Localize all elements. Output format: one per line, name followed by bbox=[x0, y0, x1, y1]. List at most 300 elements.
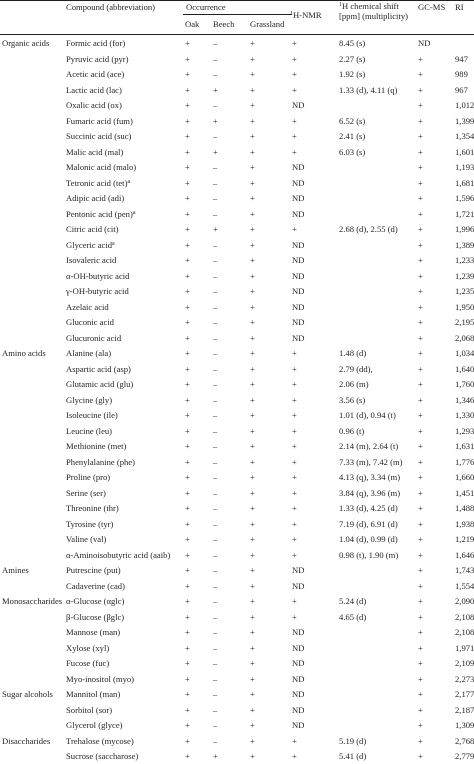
shift-cell bbox=[339, 69, 365, 80]
shift-cell bbox=[339, 224, 398, 235]
gcms-cell bbox=[418, 658, 423, 669]
beech-cell-text: – bbox=[213, 627, 218, 637]
compound-cell bbox=[66, 596, 124, 607]
oak-cell bbox=[185, 116, 190, 127]
ri-cell-text: 2,109 bbox=[455, 658, 474, 668]
nmr-cell bbox=[292, 178, 304, 189]
oak-cell-text: + bbox=[185, 53, 190, 64]
ri-cell-text: 1,239 bbox=[455, 270, 474, 281]
grassland-cell bbox=[250, 596, 255, 607]
nmr-cell bbox=[292, 364, 297, 375]
table-row bbox=[0, 129, 474, 144]
grassland-cell bbox=[250, 54, 255, 65]
compound-cell-text: Glycerol (glyce) bbox=[66, 720, 123, 730]
compound-cell-text: Valine (val) bbox=[66, 534, 107, 544]
beech-cell bbox=[213, 534, 217, 545]
nmr-cell bbox=[292, 162, 304, 173]
table-row bbox=[0, 408, 474, 423]
beech-cell bbox=[213, 689, 217, 700]
gcms-cell-text: + bbox=[418, 53, 423, 64]
shift-cell-text: 0.98 (t), 1.90 (m) bbox=[339, 549, 399, 560]
table-row bbox=[0, 455, 474, 470]
gcms-cell bbox=[418, 674, 423, 685]
compound-cell bbox=[66, 69, 124, 80]
oak-cell bbox=[185, 85, 190, 96]
table-row bbox=[0, 486, 474, 501]
table-row bbox=[0, 253, 474, 268]
header-rule bbox=[0, 34, 474, 35]
oak-cell bbox=[185, 751, 190, 762]
ri-cell bbox=[455, 488, 474, 499]
shift-cell bbox=[339, 596, 366, 607]
compound-cell bbox=[66, 54, 129, 65]
gcms-cell bbox=[418, 224, 423, 235]
gcms-cell bbox=[418, 178, 423, 189]
oak-cell-text: + bbox=[185, 332, 190, 343]
beech-cell bbox=[213, 658, 217, 669]
compound-cell-text: α-Glucose (αglc) bbox=[66, 596, 125, 606]
ri-cell bbox=[455, 581, 474, 592]
beech-cell-text: – bbox=[213, 611, 218, 622]
ri-cell-text: 1,389 bbox=[455, 239, 474, 250]
grassland-cell bbox=[250, 286, 255, 297]
compound-cell-text: Isovaleric acid bbox=[66, 255, 117, 265]
oak-cell bbox=[185, 302, 190, 313]
grassland-cell-text: + bbox=[250, 518, 255, 529]
nmr-cell bbox=[292, 534, 297, 545]
oak-cell-text: + bbox=[185, 162, 190, 172]
nmr-cell bbox=[292, 379, 297, 390]
compound-cell-text: Fucose (fuc) bbox=[66, 658, 110, 668]
oak-cell-text: + bbox=[185, 720, 190, 730]
grassland-cell-text: + bbox=[250, 580, 255, 591]
beech-cell-text: – bbox=[213, 441, 218, 451]
compound-cell bbox=[66, 286, 129, 297]
ri-cell bbox=[455, 643, 474, 654]
compound-cell-text: Oxalic acid (ox) bbox=[66, 100, 122, 110]
nmr-cell bbox=[292, 69, 297, 80]
compound-cell bbox=[66, 271, 129, 282]
compound-cell bbox=[66, 612, 124, 623]
ri-cell bbox=[455, 271, 474, 282]
grassland-cell bbox=[250, 581, 255, 592]
nmr-cell bbox=[292, 503, 297, 514]
ri-cell-text: 2,779 bbox=[455, 751, 474, 761]
oak-cell bbox=[185, 271, 190, 282]
nmr-cell bbox=[292, 209, 304, 220]
grassland-cell-text: + bbox=[250, 596, 255, 606]
shift-cell-text: 2.79 (dd), bbox=[339, 363, 373, 374]
shift-cell bbox=[339, 364, 373, 375]
gcms-cell-text: + bbox=[418, 518, 423, 529]
beech-cell-text: – bbox=[213, 131, 218, 141]
compound-cell-text: Glutamic acid (glu) bbox=[66, 379, 134, 389]
grassland-cell bbox=[250, 720, 255, 731]
nmr-cell-text: + bbox=[292, 84, 297, 95]
oak-cell bbox=[185, 565, 190, 576]
beech-cell bbox=[213, 751, 218, 762]
category-cell-text: Amino acids bbox=[2, 348, 46, 358]
grassland-cell bbox=[250, 162, 255, 173]
grassland-cell bbox=[250, 441, 255, 452]
grassland-cell-text: + bbox=[250, 301, 255, 312]
oak-cell bbox=[185, 441, 190, 452]
gcms-cell-text: + bbox=[418, 255, 423, 265]
gcms-cell-text: + bbox=[418, 286, 423, 296]
compound-cell-text: Tyrosine (tyr) bbox=[66, 518, 114, 529]
table-row bbox=[0, 734, 474, 749]
beech-cell bbox=[213, 581, 217, 592]
gcms-cell-text: + bbox=[418, 751, 423, 761]
beech-cell-text: + bbox=[213, 84, 218, 95]
grassland-cell bbox=[250, 131, 255, 142]
shift-cell bbox=[339, 488, 400, 499]
nmr-cell bbox=[292, 54, 297, 65]
gcms-cell-text: + bbox=[418, 317, 423, 327]
grassland-cell bbox=[250, 503, 255, 514]
nmr-cell bbox=[292, 193, 304, 204]
gcms-cell bbox=[418, 643, 423, 654]
beech-cell bbox=[213, 302, 217, 313]
ri-cell bbox=[455, 565, 474, 576]
beech-cell bbox=[213, 550, 217, 561]
nmr-cell bbox=[292, 457, 297, 468]
shift-cell bbox=[339, 550, 398, 561]
compound-cell-text: Pyruvic acid (pyr) bbox=[66, 53, 129, 64]
ri-cell bbox=[455, 519, 474, 530]
nmr-cell bbox=[292, 596, 297, 607]
table-row bbox=[0, 610, 474, 625]
nmr-cell-text: + bbox=[292, 363, 297, 374]
shift-cell bbox=[339, 147, 365, 158]
nmr-cell bbox=[292, 302, 304, 313]
ri-cell-text: 2,108 bbox=[455, 611, 474, 622]
grassland-cell bbox=[250, 364, 255, 375]
oak-cell-text: + bbox=[185, 363, 190, 374]
beech-cell bbox=[213, 410, 217, 421]
grassland-cell bbox=[250, 751, 255, 762]
nmr-cell-text: ND bbox=[292, 673, 305, 684]
nmr-cell bbox=[292, 627, 304, 638]
gcms-cell bbox=[418, 581, 423, 592]
gcms-cell bbox=[418, 395, 423, 406]
grassland-cell-text: + bbox=[250, 270, 255, 281]
beech-cell bbox=[213, 441, 217, 452]
category-cell bbox=[2, 689, 53, 700]
nmr-cell-text: ND bbox=[292, 720, 305, 730]
beech-cell bbox=[213, 426, 217, 437]
oak-cell bbox=[185, 472, 190, 483]
ri-cell-text: 1,309 bbox=[455, 720, 474, 730]
nmr-cell bbox=[292, 131, 297, 142]
compound-cell bbox=[66, 116, 133, 127]
table-row bbox=[0, 718, 474, 733]
grassland-cell-text: + bbox=[250, 162, 255, 172]
gcms-cell-text: + bbox=[418, 410, 423, 420]
grassland-cell bbox=[250, 85, 255, 96]
gcms-cell-text: + bbox=[418, 658, 423, 668]
ri-cell-text: 1,760 bbox=[455, 379, 474, 389]
ri-cell-text: 1,012 bbox=[455, 100, 474, 110]
ri-cell-text: 1,640 bbox=[455, 363, 474, 374]
nmr-cell-text: + bbox=[292, 441, 297, 451]
ri-cell-text: 1,330 bbox=[455, 410, 474, 420]
nmr-cell-text: ND bbox=[292, 332, 305, 343]
grassland-cell bbox=[250, 643, 255, 654]
compound-cell-text: Leucine (leu) bbox=[66, 425, 113, 436]
table-row bbox=[0, 687, 474, 702]
footnote-marker: a bbox=[112, 240, 115, 247]
compound-cell bbox=[66, 317, 114, 328]
beech-cell-text: – bbox=[213, 472, 218, 482]
table-row bbox=[0, 114, 474, 129]
ri-cell-text: 1,996 bbox=[455, 224, 474, 234]
nmr-cell-text: + bbox=[292, 751, 297, 761]
shift-cell-text: 6.03 (s) bbox=[339, 146, 366, 157]
compound-cell-text: Threonine (thr) bbox=[66, 503, 119, 513]
ri-cell-text: 1,601 bbox=[455, 146, 474, 157]
occurrence-column-header: Occurrence bbox=[186, 2, 226, 12]
nmr-superscript: 1 bbox=[290, 11, 293, 17]
compound-cell bbox=[66, 658, 109, 669]
oak-cell bbox=[185, 38, 190, 49]
oak-cell-text: + bbox=[185, 487, 190, 498]
grassland-cell bbox=[250, 116, 255, 127]
grassland-cell-text: + bbox=[250, 441, 255, 451]
compound-cell bbox=[66, 643, 109, 654]
oak-cell bbox=[185, 550, 190, 561]
grassland-cell bbox=[250, 534, 255, 545]
ri-cell bbox=[455, 503, 474, 514]
table-row bbox=[0, 269, 474, 284]
oak-cell bbox=[185, 240, 190, 251]
gcms-cell-text: + bbox=[418, 332, 423, 343]
nmr-cell bbox=[292, 333, 304, 344]
grassland-cell-text: + bbox=[250, 131, 255, 141]
grassland-cell-text: + bbox=[250, 642, 255, 653]
nmr-cell bbox=[292, 643, 304, 654]
category-cell-text: Monosaccharides bbox=[2, 596, 63, 606]
grassland-column-header: Grassland bbox=[250, 19, 285, 29]
compound-cell-text: Gluconic acid bbox=[66, 317, 114, 327]
table-row bbox=[0, 501, 474, 516]
oak-cell-text: + bbox=[185, 394, 190, 405]
oak-cell bbox=[185, 255, 190, 266]
nmr-cell-text: ND bbox=[292, 627, 305, 637]
gcms-cell bbox=[418, 565, 423, 576]
compound-cell-text: Azelaic acid bbox=[66, 301, 109, 312]
table-row bbox=[0, 517, 474, 532]
compound-cell-text: Sucrose (saccharose) bbox=[66, 751, 139, 761]
shift-cell-text: 5.41 (d) bbox=[339, 751, 367, 761]
beech-cell bbox=[213, 147, 218, 158]
gcms-column-header: GC-MS bbox=[418, 2, 446, 12]
beech-cell bbox=[213, 162, 217, 173]
shift-cell-text: 5.19 (d) bbox=[339, 735, 367, 746]
compound-cell-text: β-Glucose (βglc) bbox=[66, 611, 125, 622]
beech-cell bbox=[213, 38, 217, 49]
oak-cell-text: + bbox=[185, 456, 190, 467]
ri-cell bbox=[455, 240, 474, 251]
compound-cell-text: Tetronic acid (tet) bbox=[66, 177, 128, 188]
compound-cell-text: Xylose (xyl) bbox=[66, 642, 110, 653]
grassland-cell-text: + bbox=[250, 565, 255, 575]
beech-cell-text: – bbox=[213, 162, 218, 172]
beech-cell-text: – bbox=[213, 534, 218, 544]
shift-cell-text: 2.06 (m) bbox=[339, 379, 369, 389]
compound-column-header: Compound (abbreviation) bbox=[66, 2, 156, 12]
compound-cell bbox=[66, 426, 112, 437]
gcms-cell-text: + bbox=[418, 549, 423, 560]
gcms-cell-text: + bbox=[418, 472, 423, 482]
beech-cell-text: – bbox=[213, 363, 218, 374]
gcms-cell-text: + bbox=[418, 642, 423, 653]
nmr-cell-text: ND bbox=[292, 658, 305, 668]
ri-cell bbox=[455, 224, 474, 235]
ri-cell-text: 2,068 bbox=[455, 332, 474, 343]
grassland-cell-text: + bbox=[250, 611, 255, 622]
shift-cell bbox=[339, 612, 366, 623]
gcms-cell bbox=[418, 69, 423, 80]
beech-cell bbox=[213, 627, 217, 638]
oak-cell bbox=[185, 612, 190, 623]
beech-cell-text: – bbox=[213, 270, 218, 281]
shift-cell-text: 5.24 (d) bbox=[339, 596, 367, 606]
gcms-cell-text: + bbox=[418, 487, 423, 498]
table-row bbox=[0, 83, 474, 98]
nmr-cell-text: ND bbox=[292, 580, 305, 591]
gcms-cell bbox=[418, 550, 423, 561]
oak-cell bbox=[185, 209, 190, 220]
nmr-cell bbox=[292, 100, 304, 111]
gcms-cell bbox=[418, 627, 423, 638]
shift-cell-text: 2.27 (s) bbox=[339, 53, 366, 64]
beech-cell-text: – bbox=[213, 286, 218, 296]
table-row bbox=[0, 315, 474, 330]
grassland-cell-text: + bbox=[250, 348, 255, 358]
gcms-cell-text: + bbox=[418, 115, 423, 126]
compound-cell bbox=[66, 379, 133, 390]
gcms-cell bbox=[418, 302, 423, 313]
ri-cell-text: 1,660 bbox=[455, 472, 474, 482]
grassland-cell bbox=[250, 255, 255, 266]
beech-cell-text: – bbox=[213, 239, 218, 250]
nmr-cell bbox=[292, 720, 304, 731]
shift-cell bbox=[339, 519, 398, 530]
beech-cell bbox=[213, 612, 217, 623]
table-row bbox=[0, 594, 474, 609]
gcms-cell bbox=[418, 38, 430, 49]
nmr-cell-text: + bbox=[292, 224, 297, 234]
beech-cell bbox=[213, 705, 217, 716]
table-row bbox=[0, 393, 474, 408]
table-row bbox=[0, 579, 474, 594]
beech-cell-text: – bbox=[213, 410, 218, 420]
grassland-cell-text: + bbox=[250, 224, 255, 234]
ri-cell-text: 1,950 bbox=[455, 301, 474, 312]
beech-cell-text: – bbox=[213, 301, 218, 312]
compound-cell-text: Aspartic acid (asp) bbox=[66, 363, 131, 374]
grassland-cell-text: + bbox=[250, 425, 255, 436]
oak-cell-text: + bbox=[185, 673, 190, 684]
beech-cell bbox=[213, 488, 217, 499]
beech-cell-text: + bbox=[213, 115, 218, 126]
ri-cell bbox=[455, 54, 468, 65]
table-row bbox=[0, 300, 474, 315]
grassland-cell-text: + bbox=[250, 193, 255, 203]
ri-cell-text: 2,108 bbox=[455, 627, 474, 637]
beech-cell bbox=[213, 116, 218, 127]
gcms-cell-text: + bbox=[418, 704, 423, 715]
gcms-cell bbox=[418, 147, 423, 158]
oak-cell-text: + bbox=[185, 596, 190, 606]
ri-cell-text: 1,235 bbox=[455, 286, 474, 296]
ri-cell bbox=[455, 457, 474, 468]
gcms-cell-text: + bbox=[418, 611, 423, 622]
shift-cell bbox=[339, 441, 398, 452]
ri-cell bbox=[455, 162, 474, 173]
gcms-cell-text: + bbox=[418, 69, 423, 79]
ri-cell-text: 967 bbox=[455, 84, 468, 95]
compound-cell bbox=[66, 348, 111, 359]
grassland-cell bbox=[250, 395, 255, 406]
grassland-cell bbox=[250, 38, 255, 49]
oak-cell bbox=[185, 689, 190, 700]
compound-cell bbox=[66, 395, 112, 406]
nmr-cell-text: ND bbox=[292, 162, 305, 172]
beech-cell bbox=[213, 519, 217, 530]
gcms-cell-text: + bbox=[418, 301, 423, 312]
ri-cell-text: 2,177 bbox=[455, 689, 474, 699]
gcms-cell bbox=[418, 751, 423, 762]
oak-cell-text: + bbox=[185, 751, 190, 761]
compound-cell bbox=[66, 224, 119, 235]
compound-cell-text: Succinic acid (suc) bbox=[66, 131, 132, 141]
category-cell-text: Sugar alcohols bbox=[2, 689, 53, 699]
beech-cell-text: – bbox=[213, 332, 218, 343]
shift-cell-text: 4.13 (q), 3.34 (m) bbox=[339, 472, 401, 482]
ri-cell-text: 1,193 bbox=[455, 162, 474, 172]
ri-cell bbox=[455, 550, 474, 561]
ri-cell bbox=[455, 302, 474, 313]
compound-cell-text: Malic acid (mal) bbox=[66, 146, 124, 157]
oak-cell-text: + bbox=[185, 131, 190, 141]
oak-cell bbox=[185, 705, 190, 716]
beech-cell bbox=[213, 178, 217, 189]
oak-cell-text: + bbox=[185, 580, 190, 591]
compound-cell-text: Glyceric acid bbox=[66, 239, 113, 250]
beech-cell-text: – bbox=[213, 658, 218, 668]
shift-cell-text: 1.33 (d), 4.11 (q) bbox=[339, 84, 398, 95]
gcms-cell bbox=[418, 596, 423, 607]
grassland-cell-text: + bbox=[250, 38, 255, 48]
oak-cell-text: + bbox=[185, 224, 190, 234]
nmr-cell bbox=[292, 565, 304, 576]
gcms-cell-text: ND bbox=[418, 38, 431, 48]
grassland-cell-text: + bbox=[250, 534, 255, 544]
ri-cell-text: 2,187 bbox=[455, 704, 474, 715]
shift-cell-text: 2.14 (m), 2.64 (t) bbox=[339, 441, 399, 451]
nmr-cell bbox=[292, 224, 297, 235]
grassland-cell-text: + bbox=[250, 720, 255, 730]
gcms-cell bbox=[418, 410, 423, 421]
nmr-cell bbox=[292, 240, 304, 251]
ri-cell-text: 1,938 bbox=[455, 518, 474, 529]
nmr-cell-text: + bbox=[292, 518, 297, 529]
beech-cell bbox=[213, 643, 217, 654]
nmr-cell-text: + bbox=[292, 379, 297, 389]
grassland-cell-text: + bbox=[250, 456, 255, 467]
